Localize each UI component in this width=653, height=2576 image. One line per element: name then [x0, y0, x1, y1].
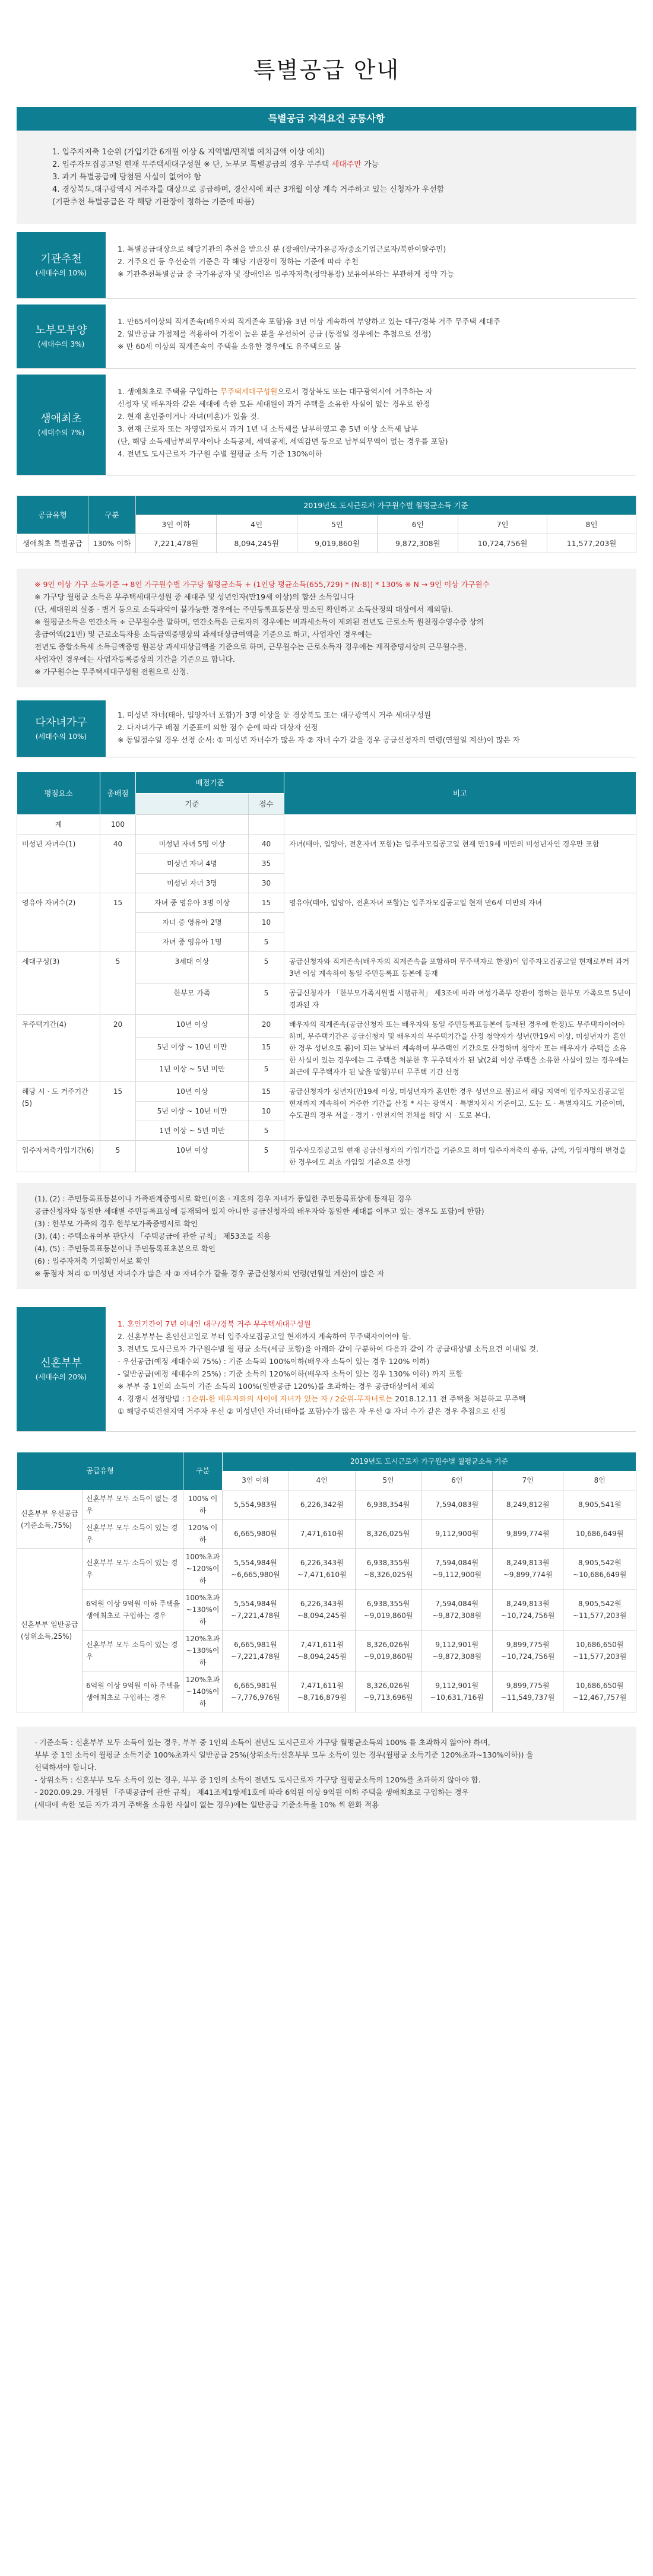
block-label: 노부모부양 (세대수의 3%): [17, 304, 106, 368]
score-row: 세대구성(3) 5 3세대 이상 5 공급신청자와 직계존속(배우자의 직계존속을 포함하며 무주택자로 한정)이 입주자모집공고일 현재로부터 과거 3년 이상 계속하여 동일 주민등록표 등본에 등재: [17, 952, 636, 984]
income-row: 신혼부부 모두 소득이 있는 경우 120%초과 ~130%이하 6,665,981원 ~7,221,478원 7,471,611원 ~8,094,245원 8,326,026원 ~9,019,860원 9,112,901원 ~9,872,308원 9,899,775원 ~10,724,756원 10,686,650원 ~11,577,203원: [17, 1630, 636, 1671]
common-line: 2. 입주자모집공고일 현재 무주택세대구성원 ※ 단, 노부모 특별공급의 경우 무주택 세대주만 가능: [52, 160, 379, 169]
block-label: 신혼부부 (세대수의 20%): [17, 1307, 106, 1431]
score-row: 입주자저축가입기간(6) 5 10년 이상 5 입주자모집공고일 현재 공급신청자의 가입기간을 기준으로 하며 입주자저축의 종류, 금액, 가입자명의 변경을 한 경우에도 최초 가입일 기준으로 산정: [17, 1141, 636, 1172]
common-header: 특별공급 자격요건 공통사항: [17, 107, 636, 131]
score-row: 자녀 중 영유아 1명 5: [17, 932, 636, 952]
income-col-header: 7인: [458, 515, 547, 534]
score-row: 5년 이상 ~ 10년 미만 15: [17, 1037, 636, 1059]
common-line: 3. 과거 특별공급에 당첨된 사실이 없어야 함: [52, 173, 201, 182]
income-col-header: 3인 이하: [223, 1471, 289, 1490]
common-line: (기관추천 특별공급은 각 해당 기관장이 정하는 기준에 따름): [52, 198, 255, 207]
block-first-home: 생애최초 (세대수의 7%) 1. 생애최초로 주택을 구입하는 무주택세대구성원으로서 경상북도 또는 대구광역시에 거주하는 자 신청자 및 배우자와 같은 세대에 속한 모든 세대원이 과거 주택을 소유한 사실이 없는 경우로 한정 2. 현재 혼인중이거나 자녀(미혼)가 있을 것. 3. 현재 근로자 또는 자영업자로서 과거 1년 내 소득세를 납부하였고 총 5년 이상 소득세 납부 (단, 해당 소득세납부의무자이나 소득공제, 세액공제, 세액감면 등으로 납부의무액이 없는 경우를 포함) 4. 전년도 도시근로자 가구원 수별 월평균 소득 기준 130%이하: [17, 375, 636, 475]
block-elderly-parent: 노부모부양 (세대수의 3%) 1. 만65세이상의 직계존속(배우자의 직계존속 포함)을 3년 이상 계속하여 부양하고 있는 대구/경북 거주 무주택 세대주 2. 일반공급 가점제를 적용하여 가점이 높은 분을 우선하여 공급 (동점일 경우에는 추첨으로 선정) ※ 만 60세 이상의 직계존속이 주택을 소유한 경우에도 유주택으로 봄: [17, 304, 636, 369]
income-col-header: 8인: [547, 515, 636, 534]
block-label: 다자녀가구 (세대수의 10%): [17, 700, 106, 757]
common-line: 1. 입주자저축 1순위 (가입기간 6개월 이상 & 지역별/면적별 예치금액 이상 예치): [52, 148, 325, 157]
income-cell: 10,724,756원: [458, 534, 547, 553]
income-table-newlywed: 공급유형 구분 2019년도 도시근로자 가구원수별 월평균소득 기준 3인 이하 4인 5인 6인 7인 8인 신혼부부 우선공급 (기준소득,75%) 신혼부부 모두 소득이 없는 경우 100% 이하 5,554,983원 6,226,342원 6,938,354원 7,594,083원 8,249,812원 8,905,541원 신혼부부 모두 소득이 있는 경우 120% 이하 6,665,980원 7,471,610원 8,326,025원 9,112,900원 9,899,774원 10,686,649원 신혼부부 일반공급 (상위소득,25%) 신혼부부 모두 소득이 있는 경우 100%초과 ~120%이하 5,554,984원 ~6,665,980원 6,226,343원 ~7,471,610원 6,938,355원 ~8,326,025원 7,594,084원 ~9,112,900원 8,249,813원 ~9,899,774원 8,905,542원 ~10,686,649원 6억원 이상 9억원 이하 주택을 생애최초로 구입하는 경우 100%초과 ~130%이하 5,554,984원 ~7,221,478원 6,226,343원 ~8,094,245원 6,938,355원 ~9,019,860원 7,594,084원 ~9,872,308원 8,249,813원 ~10,724,756원 8,905,542원 ~11,577,203원 신혼부부 모두 소득이 있는 경우 120%초과 ~130%이하 6,665,981원 ~7,221,478원 7,471,611원 ~8,094,245원 8,326,026원 ~9,019,860원 9,112,901원 ~9,872,308원 9,899,775원 ~10,724,756원 10,686,650원 ~11,577,203원 6억원 이상 9억원 이하 주택을 생애최초로 구입하는 경우 120%초과 ~140%이하 6,665,981원 ~7,776,976원 7,471,611원 ~8,716,879원 8,326,026원 ~9,713,696원 9,112,901원 ~10,631,716원 9,899,775원 ~11,549,737원 10,686,650원 ~12,467,757원: [17, 1452, 636, 1712]
income-row: 6억원 이상 9억원 이하 주택을 생애최초로 구입하는 경우 100%초과 ~130%이하 5,554,984원 ~7,221,478원 6,226,343원 ~8,094,245원 6,938,355원 ~9,019,860원 7,594,084원 ~9,872,308원 8,249,813원 ~10,724,756원 8,905,542원 ~11,577,203원: [17, 1590, 636, 1630]
common-line: 4. 경상북도,대구광역시 거주자를 대상으로 공급하며, 경산시에 최근 3개월 이상 계속 거주하고 있는 신청자가 우선함: [52, 185, 445, 194]
score-row: 미성년 자녀수(1) 40 미성년 자녀 5명 이상 40 자녀(태아, 입양아, 전혼자녀 포함)는 입주자모집공고일 현재 만19세 미만의 미성년자인 경우만 포함: [17, 835, 636, 854]
score-notes: (1), (2) : 주민등록표등본이나 가족관계증명서로 확인(이혼 · 재혼의 경우 자녀가 동일한 주민등록표상에 등재된 경우 공급신청자와 동일한 세대별 주민등록표상에 등재되어 있지 아니한 공급신청자의 배우자와 동일한 세대를 이루고 있는 경우도 포함)에 한함) (3) : 한부모 가족의 경우 한부모가족증명서로 확인 (3), (4) : 주택소유여부 판단시 「주택공급에 관한 규칙」 제53조를 적용 (4), (5) : 주민등록표등본이나 주민등록표초본으로 확인 (6) : 입주자저축 가입확인서로 확인 ※ 동점자 처리 ① 미성년 자녀수가 많은 자 ② 자녀수가 같을 경우 공급신청자의 연령(연월일 계산)이 많은 자: [17, 1183, 636, 1289]
income-cell: 9,872,308원: [378, 534, 458, 553]
score-row: 영유아 자녀수(2) 15 자녀 중 영유아 3명 이상 15 영유아(태아, 입양아, 전혼자녀 포함)는 입주자모집공고일 현재 만6세 미만의 자녀: [17, 893, 636, 913]
income-row: 6억원 이상 9억원 이하 주택을 생애최초로 구입하는 경우 120%초과 ~140%이하 6,665,981원 ~7,776,976원 7,471,611원 ~8,716,879원 8,326,026원 ~9,713,696원 9,112,901원 ~10,631,716원 9,899,775원 ~11,549,737원 10,686,650원 ~12,467,757원: [17, 1671, 636, 1712]
score-row: 1년 이상 ~ 5년 미만 5: [17, 1059, 636, 1082]
income-cell: 11,577,203원: [547, 534, 636, 553]
score-row: 한부모 가족 5 공급신청자가 「한부모가족지원법 시행규칙」 제3조에 따라 여성가족부 장관이 정하는 한부모 가족으로 5년이 경과된 자: [17, 984, 636, 1015]
income-row: 신혼부부 일반공급 (상위소득,25%) 신혼부부 모두 소득이 있는 경우 100%초과 ~120%이하 5,554,984원 ~6,665,980원 6,226,343원 ~7,471,610원 6,938,355원 ~8,326,025원 7,594,084원 ~9,112,900원 8,249,813원 ~9,899,774원 8,905,542원 ~10,686,649원: [17, 1549, 636, 1590]
score-row: 무주택기간(4) 20 10년 이상 20 배우자의 직계존속(공급신청자 또는 배우자와 동일 주민등록표등본에 등재된 경우에 한정)도 무주택자이어야 하며, 무주택기간은 공급신청자 및 배우자의 무주택기간을 산정 청약자가 성년(만19세 이상, 미성년자가 혼인한 경우 성년으로 봄)이 되는 날부터 계속하여 무주택인 기간으로 산정하며 청약자 또는 배우자가 주택을 소유한 사실이 있는 경우에는 그 주택을 처분한 후 무주택자가 된 날(2회 이상 주택을 소유한 사실이 있는 경우에는 최근에 무주택자가 된 날을 말함)부터 무주택 기간 산정: [17, 1015, 636, 1038]
income-row: 신혼부부 모두 소득이 있는 경우 120% 이하 6,665,980원 7,471,610원 8,326,025원 9,112,900원 9,899,774원 10,686,649원: [17, 1519, 636, 1549]
income-col-header: 4인: [289, 1471, 355, 1490]
score-row: 미성년 자녀 4명 35: [17, 854, 636, 874]
income-col-header: 5인: [355, 1471, 421, 1490]
block-label: 생애최초 (세대수의 7%): [17, 375, 106, 475]
income-col-header: 3인 이하: [136, 515, 217, 534]
score-row: 자녀 중 영유아 2명 10: [17, 913, 636, 932]
income-cell: 7,221,478원: [136, 534, 217, 553]
income-col-header: 4인: [216, 515, 297, 534]
income-col-header: 6인: [378, 515, 458, 534]
score-row: 5년 이상 ~ 10년 미만 10: [17, 1102, 636, 1121]
income-table-first-home: 공급유형 구분 2019년도 도시근로자 가구원수별 월평균소득 기준 3인 이하 4인 5인 6인 7인 8인 생애최초 특별공급 130% 이하 7,221,478원 8,094,245원 9,019,860원 9,872,308원 10,724,756원 11,577,203원: [17, 496, 636, 553]
multi-child-score-table: 평점요소 총배점 배점기준 비고 기준 점수 계 100 미성년 자녀수(1) 40 미성년 자녀 5명 이상 40 자녀(태아, 입양아, 전혼자녀 포함)는 입주자모집공고일 현재 만19세 미만의 미성년자인 경우만 포함 미성년 자녀 4명 35 미성년 자녀 3명 30 영유아 자녀수(2) 15 자녀 중 영유아 3명 이상 15 영유아(태아, 입양아, 전혼자녀 포함)는 입주자모집공고일 현재 만6세 미만의 자녀 자녀 중 영유아 2명 10 자녀 중 영유아 1명 5 세대구성(3) 5 3세대 이상 5 공급신청자와 직계존속(배우자의 직계존속을 포함하며 무주택자로 한정)이 입주자모집공고일 현재로부터 과거 3년 이상 계속하여 동일 주민등록표 등본에 등재 한부모 가족 5 공급신청자가 「한부모가족지원법 시행규칙」 제3조에 따라 여성가족부 장관이 정하는 한부모 가족으로 5년이 경과된 자 무주택기간(4) 20 10년 이상 20 배우자의 직계존속(공급신청자 또는 배우자와 동일 주민등록표등본에 등재된 경우에 한정)도 무주택자이어야 하며, 무주택기간은 공급신청자 및 배우자의 무주택기간을 산정 청약자가 성년(만19세 이상, 미성년자가 혼인한 경우 성년으로 봄)이 되는 날부터 계속하여 무주택인 기간으로 산정하며 청약자 또는 배우자가 주택을 소유한 사실이 있는 경우에는 그 주택을 처분한 후 무주택자가 된 날(2회 이상 주택을 소유한 사실이 있는 경우에는 최근에 무주택자가 된 날을 말함)부터 무주택 기간 산정 5년 이상 ~ 10년 미만 15 1년 이상 ~ 5년 미만 5 해당 시 · 도 거주기간(5) 15 10년 이상 15 공급신청자가 성년자(만19세 이상, 미성년자가 혼인한 경우 성년으로 봄)로서 해당 지역에 입주자모집공고일 현재까지 계속하여 거주한 기간을 산정 * 시는 광역시 · 특별자치시 기준이고, 도는 도 · 특별자치도 기준이며, 수도권의 경우 서울 · 경기 · 인천지역 전체를 해당 시 · 도로 본다. 5년 이상 ~ 10년 미만 10 1년 이상 ~ 5년 미만 5 입주자저축가입기간(6) 5 10년 이상 5 입주자모집공고일 현재 공급신청자의 가입기간을 기준으로 하며 입주자저축의 종류, 금액, 가입자명의 변경을 한 경우에도 최초 가입일 기준으로 산정: [17, 772, 636, 1172]
income-col-header: 7인: [492, 1471, 563, 1490]
income-row: 신혼부부 우선공급 (기준소득,75%) 신혼부부 모두 소득이 없는 경우 100% 이하 5,554,983원 6,226,342원 6,938,354원 7,594,083원 8,249,812원 8,905,541원: [17, 1490, 636, 1519]
score-row: 미성년 자녀 3명 30: [17, 874, 636, 893]
score-row: 해당 시 · 도 거주기간(5) 15 10년 이상 15 공급신청자가 성년자(만19세 이상, 미성년자가 혼인한 경우 성년으로 봄)로서 해당 지역에 입주자모집공고일 현재까지 계속하여 거주한 기간을 산정 * 시는 광역시 · 특별자치시 기준이고, 도는 도 · 특별자치도 기준이며, 수도권의 경우 서울 · 경기 · 인천지역 전체를 해당 시 · 도로 본다.: [17, 1082, 636, 1102]
final-notes: - 기준소득 : 신혼부부 모두 소득이 있는 경우, 부부 중 1인의 소득이 전년도 도시근로자 가구당 월평균소득의 100% 를 초과하지 않아야 하며, 부부 중 1인 소득이 월평균 소득기준 100%초과시 일반공급 25%(상위소득:신혼부부 모두 소득이 있는 경우(월평균 소득기준 120%초과~130%이하)) 을 선택하셔야 합니다. - 상위소득 : 신혼부부 모두 소득이 있는 경우, 부부 중 1인의 소득이 전년도 도시근로자 가구당 월평균소득의 120%를 초과하지 않아야 함. - 2020.09.29. 개정된 「주택공급에 관한 규칙」 제41조제1항제1호에 따라 6억원 이상 9억원 이하 주택을 생애최초로 구입하는 경우 (세대에 속한 모든 자가 과거 주택을 소유한 사실이 없는 경우)에는 일반공급 기준소득을 10% 씩 완화 적용: [17, 1727, 636, 1820]
block-multi-child: 다자녀가구 (세대수의 10%) 1. 미성년 자녀(태아, 입양자녀 포함)가 3명 이상을 둔 경상북도 또는 대구광역시 거주 세대구성원 2. 다자녀가구 배점 기준표에 의한 점수 순에 따라 대상자 선정 ※ 동일점수일 경우 선정 순서: ① 미성년 자녀수가 많은 자 ② 자녀 수가 같을 경우 공급신청자의 연령(연월일 계산)이 많은 자: [17, 700, 636, 757]
income-col-header: 6인: [421, 1471, 492, 1490]
income-col-header: 5인: [297, 515, 378, 534]
income-col-header: 8인: [563, 1471, 636, 1490]
income-cell: 8,094,245원: [216, 534, 297, 553]
common-requirements: [17, 131, 636, 224]
income-cell: 9,019,860원: [297, 534, 378, 553]
score-row: 1년 이상 ~ 5년 미만 5: [17, 1121, 636, 1141]
block-newlywed: 신혼부부 (세대수의 20%) 1. 혼인기간이 7년 이내인 대구/경북 거주 무주택세대구성원 2. 신혼부부는 혼인신고일로 부터 입주자모집공고일 현재까지 계속하여 무주택자이어야 함. 3. 전년도 도시근로자 가구원수별 월 평균 소득(세금 포함)을 아래와 같이 구분하여 다음과 같이 각 공급대상별 소득요건 이내일 것. - 우선공급(예정 세대수의 75%) : 기준 소득의 100%이하(배우자 소득이 있는 경우 120% 이하) - 일반공급(예정 세대수의 25%) : 기준 소득의 120%이하(배우자 소득이 있는 경우 130% 이하) 까지 포함 ※ 부부 중 1인의 소득이 기준 소득의 100%(일반공급 120%)를 초과하는 경우 공급대상에서 제외 4. 경쟁시 선정방법 : 1순위-한 배우자와의 사이에 자녀가 있는 자 / 2순위-무자녀로는 2018.12.11 전 주택을 처분하고 무주택 ① 해당주택건설지역 거주자 우선 ② 미성년인 자녀(태아를 포함)수가 많은 자 우선 ③ 자녀 수가 같은 경우 추첨으로 선정: [17, 1307, 636, 1432]
common-section: [17, 107, 636, 1820]
score-row-total: 계 100: [17, 815, 636, 835]
block-label: 기관추천 (세대수의 10%): [17, 232, 106, 298]
page-title: 특별공급 안내: [253, 57, 400, 83]
income-notes: ※ 9인 이상 가구 소득기준 → 8인 가구원수별 가구당 월평균소득 + (1인당 평균소득(655,729) * (N-8)) * 130% ※ N → 9인 이상 가구원수 ※ 가구당 월평균 소득은 무주택세대구성원 중 세대주 및 성년인자(만19세 이상)의 합산 소득입니다 (단, 세대원의 실종 · 별거 등으로 소득파악이 불가능한 경우에는 주민등록표등본상 말소된 확인하고 소득산정의 대상에서 제외함). ※ 월평균소득은 연간소득 ÷ 근무월수를 말하며, 연간소득은 근로자의 경우에는 비과세소득이 제외된 전년도 근로소득 원천징수영수증 상의 총급여액(21번) 및 근로소득자용 소득금액증명상의 과세대상급여액을 기준으로 하고, 사업자인 경우에는 전년도 종합소득세 소득금액증명 원본상 과세대상금액을 기준으로 하며, 근무월수는 근로소득자 경우에는 재직증명서상의 근무월수를, 사업자인 경우에는 사업자등록증상의 기간을 기준으로 합니다. ※ 가구원수는 무주택세대구성원 전원으로 산정.: [17, 569, 636, 687]
block-institution: 기관추천 (세대수의 10%) 1. 특별공급대상으로 해당기관의 추천을 받으신 분 (장애인/국가유공자/중소기업근로자/북한이탈주민) 2. 거주요건 등 우선순위 기준은 각 해당 기관장이 정하는 기준에 따라 추천 ※ 기관추천특별공급 중 국가유공자 및 장애인은 입주자저축(청약통장) 보유여부와는 무관하게 청약 가능: [17, 232, 636, 299]
